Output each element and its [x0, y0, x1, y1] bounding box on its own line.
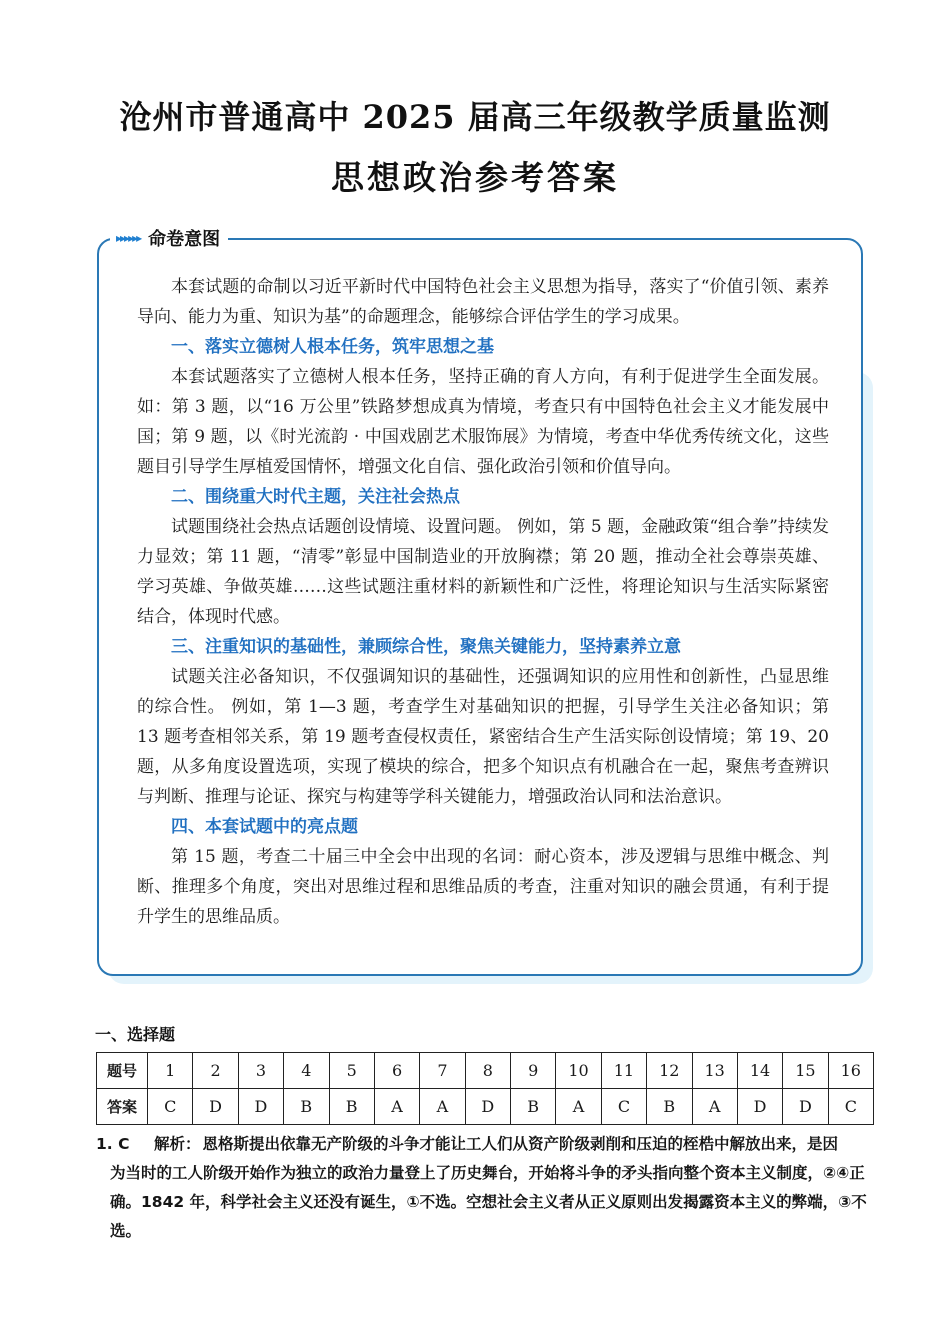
row-header-answer: 答案 — [97, 1089, 148, 1125]
explanation-1 — [96, 1130, 878, 1246]
question-number-cell: 2 — [193, 1053, 238, 1089]
intent-section-heading: 三、注重知识的基础性，兼顾综合性，聚焦关键能力，坚持素养立意 — [171, 637, 681, 657]
intent-paragraph: 第 15 题，考查二十届三中全会中出现的名词：耐心资本，涉及逻辑与思维中概念、判断、推理多个角度，突出对思维过程和思维品质的考查，注重对知识的融会贯通，有利于提升学生的思维品质。 — [137, 847, 829, 927]
answer-cell: B — [647, 1089, 692, 1125]
question-number-cell: 10 — [556, 1053, 601, 1089]
question-number-row — [97, 1053, 874, 1089]
question-number-cell: 1 — [148, 1053, 193, 1089]
intent-heading: 命卷意图 — [148, 229, 221, 250]
question-number-cell: 14 — [737, 1053, 782, 1089]
intent-paragraph: 本套试题的命制以习近平新时代中国特色社会主义思想为指导，落实了“价值引领、素养导向、能力为重、知识为基”的命题理念，能够综合评估学生的学习成果。 — [137, 277, 829, 327]
answer-cell: A — [374, 1089, 419, 1125]
answer-cell: B — [511, 1089, 556, 1125]
document-subtitle: 思想政治参考答案 — [331, 158, 619, 197]
row-header-number: 题号 — [97, 1053, 148, 1089]
answer-cell: B — [329, 1089, 374, 1125]
question-number-cell: 16 — [828, 1053, 873, 1089]
answer-cell: D — [465, 1089, 510, 1125]
answer-cell: A — [420, 1089, 465, 1125]
question-number-cell: 5 — [329, 1053, 374, 1089]
question-number-cell: 13 — [692, 1053, 737, 1089]
explanation-first-line: 恩格斯提出依靠无产阶级的斗争才能让工人们从资产阶级剥削和压迫的桎梏中解放出来，是因 — [202, 1135, 839, 1153]
answer-cell: A — [692, 1089, 737, 1125]
intent-section-heading: 一、落实立德树人根本任务，筑牢思想之基 — [171, 337, 494, 357]
answer-cell: B — [284, 1089, 329, 1125]
intent-paragraph: 试题围绕社会热点话题创设情境、设置问题。 例如，第 5 题，金融政策“组合拳”持续发力显效；第 11 题，“清零”彰显中国制造业的开放胸襟；第 20 题，推动全社会尊崇英雄、学习英雄、争做英雄……这些试题注重材料的新颖性和广泛性，将理论知识与生活实际紧密结合，体现时代感。 — [137, 517, 829, 627]
answer-cell: D — [193, 1089, 238, 1125]
intent-paragraph: 试题关注必备知识，不仅强调知识的基础性，还强调知识的应用性和创新性，凸显思维的综合性。 例如，第 1—3 题，考查学生对基础知识的把握，引导学生关注必备知识；第 13 题考查相邻关系，第 19 题考查侵权责任，紧密结合生产生活实际创设情境；第 19、20 题，从多角度设置选项，实现了模块的综合，把多个知识点有机融合在一起，聚焦考查辨识与判断、推理与论证、探究与构建等学科关键能力，增强政治认同和法治意识。 — [137, 667, 829, 807]
question-number-cell: 12 — [647, 1053, 692, 1089]
arrow-decoration-icon: ▸▸▸▸▸▸ — [116, 231, 141, 245]
answer-row — [97, 1089, 874, 1125]
answer-cell: C — [601, 1089, 646, 1125]
answer-cell: A — [556, 1089, 601, 1125]
document-title: 沧州市普通高中 2025 届高三年级教学质量监测 — [119, 98, 831, 136]
question-number-cell: 4 — [284, 1053, 329, 1089]
intent-paragraph: 本套试题落实了立德树人根本任务，坚持正确的育人方向，有利于促进学生全面发展。 如：第 3 题，以“16 万公里”铁路梦想成真为情境，考查只有中国特色社会主义才能发展中国；第 9 题，以《时光流韵 · 中国戏剧艺术服饰展》为情境，考查中华优秀传统文化，这些题目引导学生厚植爱国情怀，增强文化自信、强化政治引领和价值导向。 — [137, 367, 829, 477]
question-number-cell: 15 — [783, 1053, 828, 1089]
question-number-cell: 9 — [511, 1053, 556, 1089]
answer-cell: C — [148, 1089, 193, 1125]
section-choice-label: 一、选择题 — [95, 1025, 176, 1044]
answer-cell: C — [828, 1089, 873, 1125]
explanation-label: 解析： — [154, 1135, 201, 1153]
explanation-number: 1. C — [96, 1135, 130, 1153]
answer-cell: D — [238, 1089, 283, 1125]
intent-content — [137, 272, 829, 932]
question-number-cell: 8 — [465, 1053, 510, 1089]
explanation-body: 为当时的工人阶级开始作为独立的政治力量登上了历史舞台，开始将斗争的矛头指向整个资本主义制度，②④正确。1842 年，科学社会主义还没有诞生，①不选。空想社会主义者从正义原则出发揭露资本主义的弊端，③不选。 — [110, 1164, 867, 1240]
intent-section-heading: 四、本套试题中的亮点题 — [171, 817, 358, 837]
answer-table — [96, 1052, 874, 1125]
answer-cell: D — [737, 1089, 782, 1125]
question-number-cell: 3 — [238, 1053, 283, 1089]
intent-section-heading: 二、围绕重大时代主题，关注社会热点 — [171, 487, 460, 507]
intent-header — [110, 224, 228, 252]
question-number-cell: 6 — [374, 1053, 419, 1089]
answer-cell: D — [783, 1089, 828, 1125]
question-number-cell: 11 — [601, 1053, 646, 1089]
question-number-cell: 7 — [420, 1053, 465, 1089]
